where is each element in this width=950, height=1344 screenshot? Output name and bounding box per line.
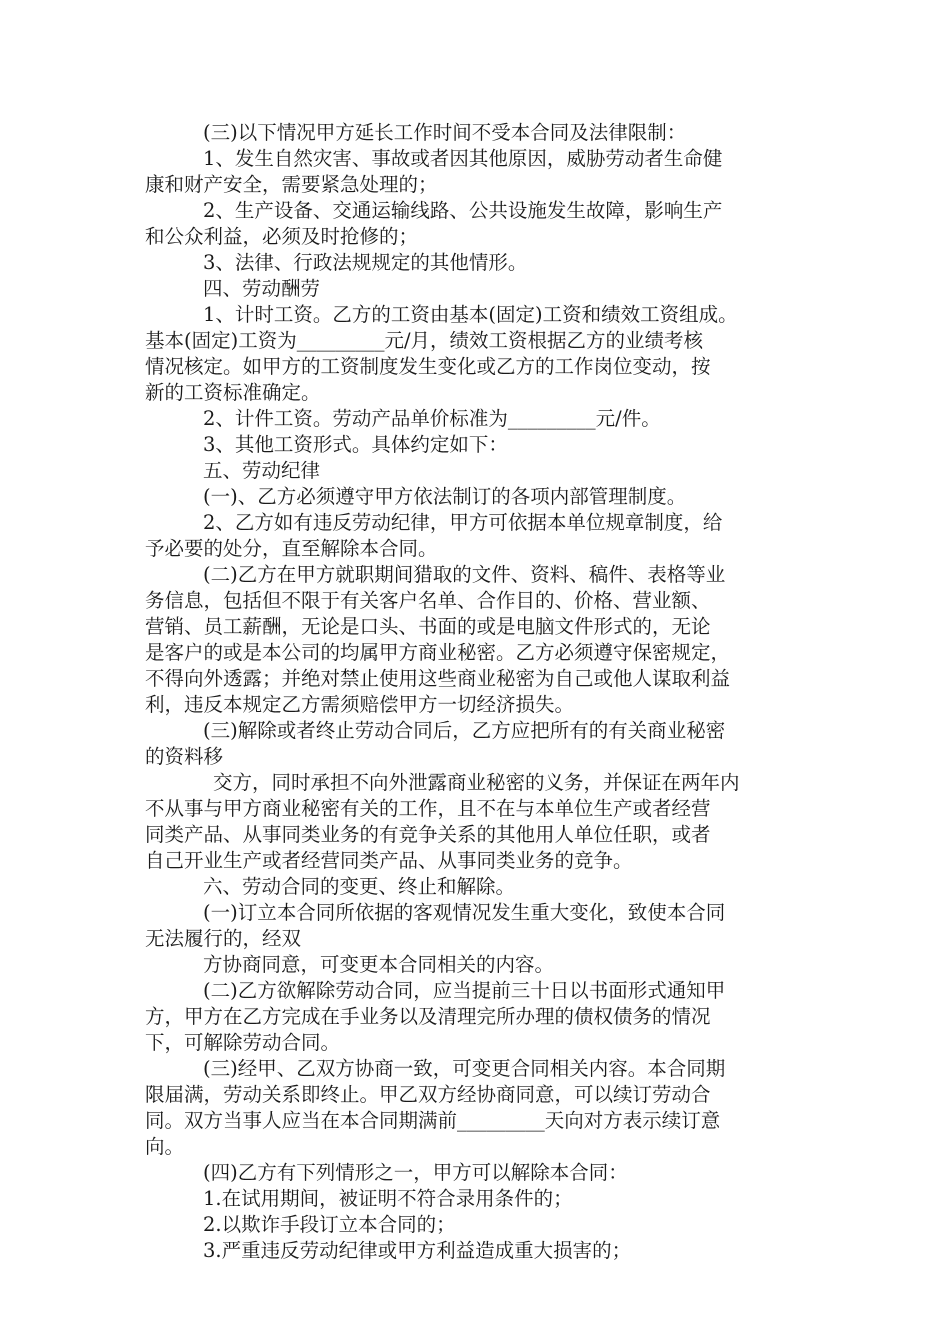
document-line: (三)以下情况甲方延长工作时间不受本合同及法律限制： (203, 121, 687, 144)
document-line: 2.以欺诈手段订立本合同的； (203, 1213, 456, 1236)
document-line: 方协商同意，可变更本合同相关的内容。 (203, 953, 555, 976)
document-line: 限届满，劳动关系即终止。甲乙双方经协商同意，可以续订劳动合 (145, 1083, 711, 1106)
document-line: 3、其他工资形式。具体约定如下： (203, 433, 508, 456)
document-line: 不从事与甲方商业秘密有关的工作，且不在与本单位生产或者经营 (145, 797, 711, 820)
document-line: (一)订立本合同所依据的客观情况发生重大变化，致使本合同 (203, 901, 726, 924)
document-line: 无法履行的，经双 (145, 927, 302, 950)
document-line: 下，可解除劳动合同。 (145, 1031, 341, 1054)
document-line: 交方，同时承担不向外泄露商业秘密的义务，并保证在两年内 (213, 771, 740, 794)
document-line: 2、生产设备、交通运输线路、公共设施发生故障，影响生产 (203, 199, 723, 222)
document-line: 予必要的处分，直至解除本合同。 (145, 537, 438, 560)
document-line: 2、计件工资。劳动产品单价标准为_________元/件。 (203, 407, 661, 430)
document-line: 是客户的或是本公司的均属甲方商业秘密。乙方必须遵守保密规定， (145, 641, 731, 664)
document-line: 六、劳动合同的变更、终止和解除。 (203, 875, 516, 898)
document-line: (四)乙方有下列情形之一，甲方可以解除本合同： (203, 1161, 628, 1184)
document-line: (三)解除或者终止劳动合同后，乙方应把所有的有关商业秘密 (203, 719, 726, 742)
document-line: 五、劳动纪律 (203, 459, 321, 482)
document-line: 的资料移 (145, 745, 224, 768)
document-line: 同。双方当事人应当在本合同期满前_________天向对方表示续订意 (145, 1109, 721, 1132)
document-line: (二)乙方欲解除劳动合同，应当提前三十日以书面形式通知甲 (203, 979, 726, 1002)
document-line: 方，甲方在乙方完成在手业务以及清理完所办理的债权债务的情况 (145, 1005, 711, 1028)
document-line: 同类产品、从事同类业务的有竞争关系的其他用人单位任职，或者 (145, 823, 711, 846)
document-line: 和公众利益，必须及时抢修的； (145, 225, 419, 248)
document-line: (一)、乙方必须遵守甲方依法制订的各项内部管理制度。 (203, 485, 687, 508)
document-line: 利，违反本规定乙方需须赔偿甲方一切经济损失。 (145, 693, 575, 716)
document-line: 四、劳动酬劳 (203, 277, 321, 300)
document-line: 务信息，包括但不限于有关客户名单、合作目的、价格、营业额、 (145, 589, 711, 612)
document-line: 1.在试用期间，被证明不符合录用条件的； (203, 1187, 573, 1210)
document-line: 3.严重违反劳动纪律或甲方利益造成重大损害的； (203, 1239, 632, 1262)
document-line: 基本(固定)工资为_________元/月，绩效工资根据乙方的业绩考核 (145, 329, 704, 352)
document-line: 3、法律、行政法规规定的其他情形。 (203, 251, 528, 274)
document-line: 营销、员工薪酬，无论是口头、书面的或是电脑文件形式的，无论 (145, 615, 711, 638)
document-line: 向。 (145, 1135, 185, 1158)
document-line: 2、乙方如有违反劳动纪律，甲方可依据本单位规章制度，给 (203, 511, 723, 534)
document-line: (三)经甲、乙双方协商一致，可变更合同相关内容。本合同期 (203, 1057, 726, 1080)
document-line: 自己开业生产或者经营同类产品、从事同类业务的竞争。 (145, 849, 633, 872)
document-line: 新的工资标准确定。 (145, 381, 321, 404)
document-body (145, 120, 815, 1264)
document-line: (二)乙方在甲方就职期间猎取的文件、资料、稿件、表格等业 (203, 563, 726, 586)
document-line: 1、计时工资。乙方的工资由基本(固定)工资和绩效工资组成。 (203, 303, 738, 326)
document-line: 不得向外透露；并绝对禁止使用这些商业秘密为自己或他人谋取利益 (145, 667, 731, 690)
document-line: 1、发生自然灾害、事故或者因其他原因，威胁劳动者生命健 (203, 147, 723, 170)
document-line: 情况核定。如甲方的工资制度发生变化或乙方的工作岗位变动，按 (145, 355, 711, 378)
document-line: 康和财产安全，需要紧急处理的； (145, 173, 438, 196)
